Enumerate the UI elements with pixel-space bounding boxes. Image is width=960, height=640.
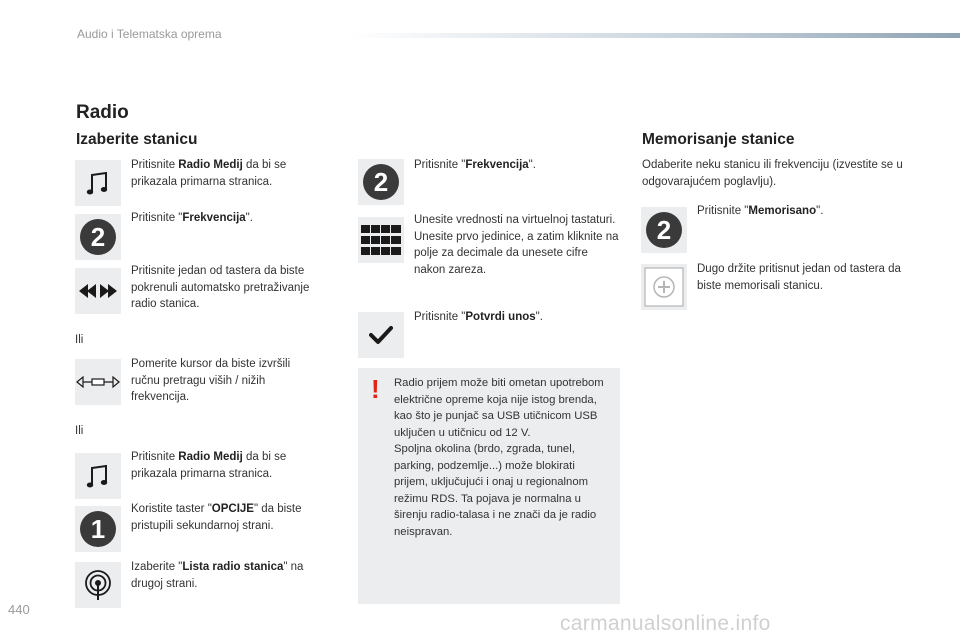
- page-number: 440: [8, 602, 30, 617]
- header-title: Audio i Telematska oprema: [77, 27, 222, 41]
- intro-text: Odaberite neku stanicu ili frekvenciju (izvestite se u odgovarajućem poglavlju).: [642, 159, 903, 188]
- step-text: Pritisnite "Frekvencija".: [414, 159, 536, 171]
- checkmark-icon: [358, 312, 404, 358]
- step-text: [414, 212, 620, 278]
- badge-number: 1: [90, 514, 106, 544]
- number-badge: [75, 506, 121, 552]
- watermark: carmanualsonline.info: [560, 612, 771, 635]
- keypad-instruction: Unesite vrednosti na virtuelnoj tastaturi.: [414, 214, 616, 226]
- badge-number: 2: [90, 222, 106, 252]
- step-text: Pomerite kursor da biste izvršili ručnu pretragu viših / nižih frekvencija.: [131, 358, 291, 403]
- add-preset-icon: [641, 264, 687, 310]
- number-badge: [75, 214, 121, 260]
- tuning-slider-icon: [75, 359, 121, 405]
- step-text: Pritisnite Radio Medij da bi se prikazala primarna stranica.: [131, 451, 287, 480]
- step-text: Koristite taster "OPCIJE" da biste pristupili sekundarnoj strani.: [131, 503, 302, 532]
- badge-number: 2: [656, 215, 672, 245]
- music-note-icon: [75, 453, 121, 499]
- music-note-icon: [75, 160, 121, 206]
- warning-paragraph: Radio prijem može biti ometan upotrebom električne opreme koja nije istog brenda, kao što je punjač sa USB utičnicom USB uključen u utičnicu od 12 V.: [394, 377, 604, 439]
- warning-icon: !: [371, 374, 380, 404]
- step-text: Pritisnite jedan od tastera da biste pokrenuli automatsko pretraživanje radio stanica.: [131, 265, 310, 310]
- warning-paragraph: Spoljna okolina (brdo, zgrada, tunel, parking, podzemlje...) može blokirati prijem, uključujući i onaj u regionalnom režimu RDS. Ta pojava je normalna u širenju radio-talasa i ne znači da je radio neispravan.: [394, 443, 597, 538]
- step-text: Dugo držite pritisnut jedan od tastera da biste memorisali stanicu.: [697, 263, 901, 292]
- section-title-select-station: Izaberite stanicu: [76, 131, 198, 148]
- step-text: Pritisnite "Potvrdi unos".: [414, 311, 543, 323]
- page-title: Radio: [76, 102, 129, 123]
- section-title-memorize-station: Memorisanje stanice: [642, 131, 795, 148]
- warning-text: [394, 375, 610, 540]
- step-text: Pritisnite "Memorisano".: [697, 205, 824, 217]
- step-text: Pritisnite "Frekvencija".: [131, 212, 253, 224]
- or-label: Ili: [75, 334, 84, 346]
- step-text: Pritisnite Radio Medij da bi se prikazala primarna stranica.: [131, 159, 287, 188]
- radio-antenna-icon: [75, 562, 121, 608]
- number-badge: [641, 207, 687, 253]
- seek-arrows-icon: [75, 268, 121, 314]
- header-rule: [350, 33, 960, 38]
- or-label: Ili: [75, 425, 84, 437]
- step-text: Izaberite "Lista radio stanica" na drugoj strani.: [131, 561, 304, 590]
- badge-number: 2: [373, 167, 389, 197]
- decimal-instruction: Unesite prvo jedinice, a zatim kliknite na polje za decimale da unesete cifre nakon zareza.: [414, 230, 619, 276]
- keypad-icon: [358, 217, 404, 263]
- number-badge: [358, 159, 404, 205]
